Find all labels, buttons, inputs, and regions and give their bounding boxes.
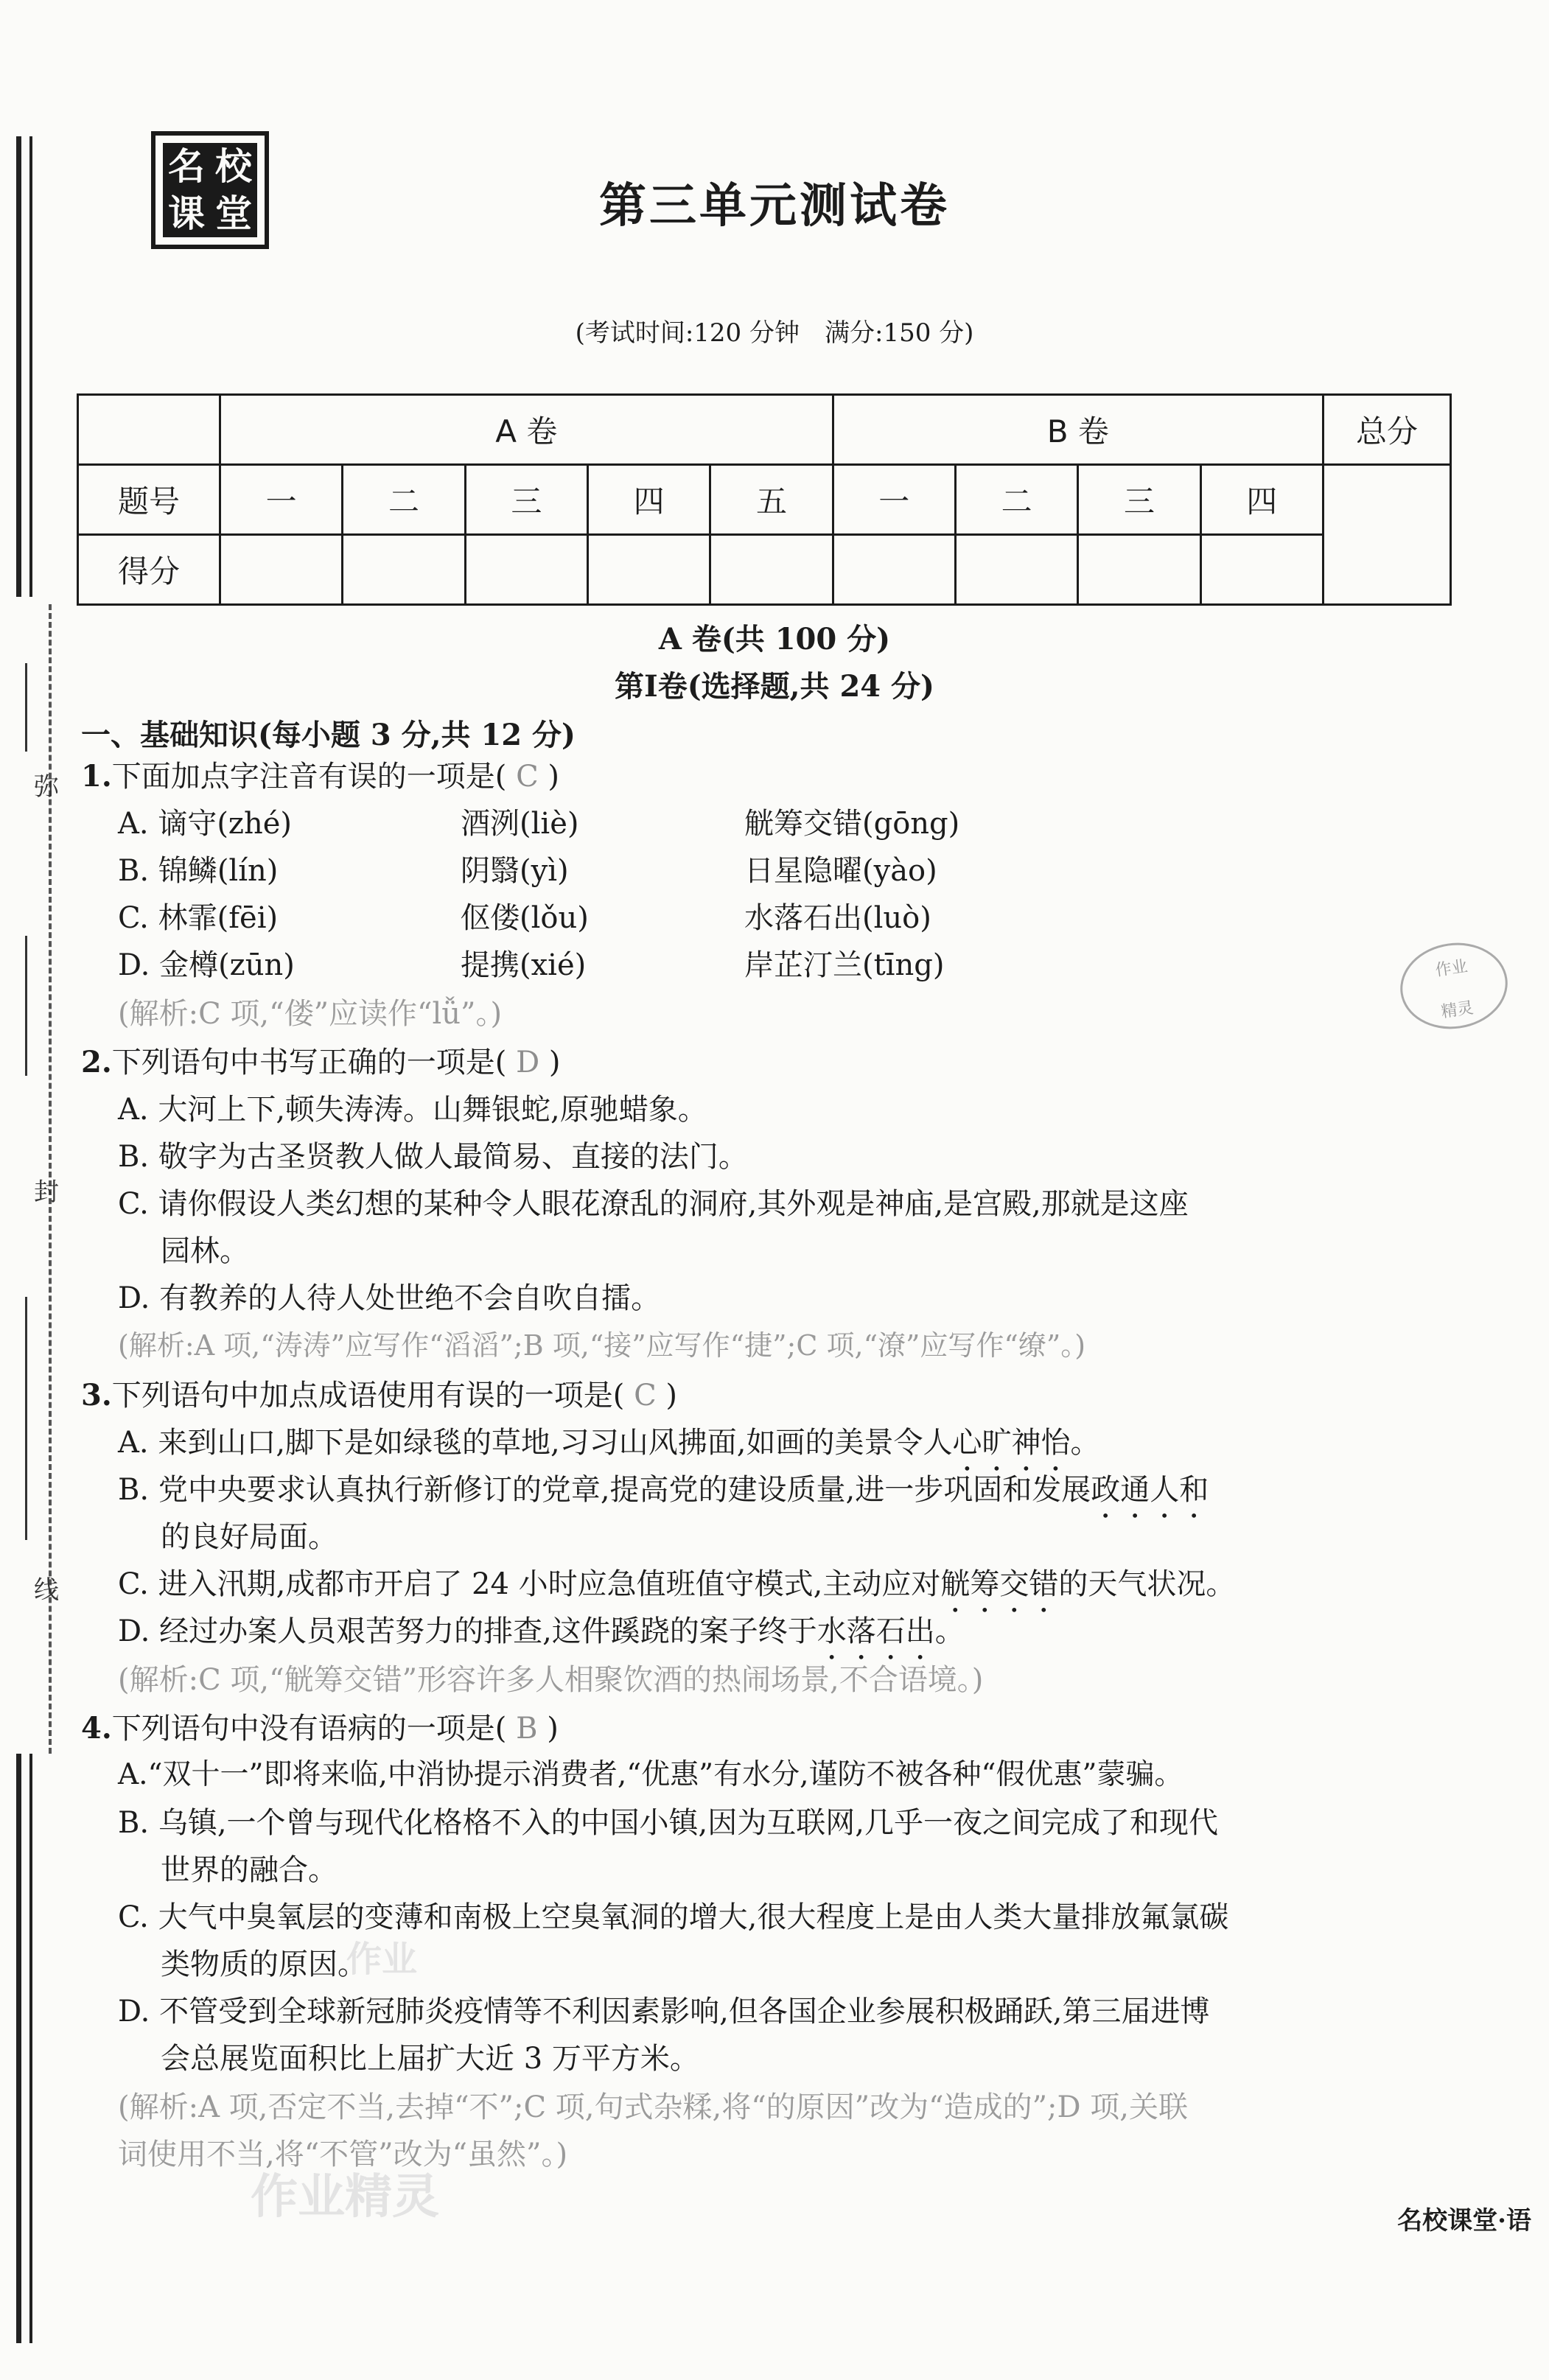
- page-footer: 名校课堂·语: [1397, 2206, 1531, 2236]
- score-cell[interactable]: [220, 535, 343, 605]
- side-char-xian: 线: [34, 1575, 59, 1605]
- question-stem: 下面加点字注音有误的一项是(: [111, 760, 507, 794]
- paren-close: ): [547, 1712, 559, 1746]
- q3-option-a: [118, 1425, 1099, 1477]
- option-text: A. 谪守(zhé): [118, 807, 293, 841]
- q4-option-b-cont: 世界的融合。: [161, 1853, 338, 1887]
- logo-char: 校: [215, 145, 252, 188]
- paren-close: ): [548, 1046, 561, 1079]
- row-label-question: 题号: [78, 465, 220, 535]
- part-a-heading: A 卷(共 100 分): [658, 622, 891, 657]
- option-text: C. 进入汛期,成都市开启了 24 小时应急值班值守模式,主动应对: [118, 1567, 941, 1601]
- dotted-idiom: 心旷神怡: [952, 1426, 1071, 1460]
- score-cell[interactable]: [465, 535, 587, 605]
- score-cell[interactable]: [955, 535, 1077, 605]
- q4-option-a: A.“双十一”即将来临,中消协提示消费者,“优惠”有水分,谨防不被各种“假优惠”蒙骗。: [118, 1758, 1183, 1791]
- volume-heading: 第Ⅰ卷(选择题,共 24 分): [614, 669, 934, 704]
- score-cell[interactable]: [833, 535, 955, 605]
- exam-info: (考试时间:120 分钟 满分:150 分): [575, 318, 974, 348]
- answer: C: [634, 1379, 657, 1413]
- binding-line: [25, 936, 27, 1076]
- dotted-idiom: 水落石出: [817, 1614, 935, 1648]
- watermark: 作业: [346, 1939, 418, 1980]
- col-b-1: 一: [833, 465, 955, 535]
- q1-option-a: [118, 806, 292, 841]
- dotted-idiom: 觥筹交错: [940, 1567, 1059, 1601]
- col-a-1: 一: [220, 465, 343, 535]
- q3-option-c: [118, 1567, 1235, 1619]
- q1-option-b-3: 日星隐曜(yào): [744, 854, 937, 888]
- logo-char: 课: [168, 192, 205, 235]
- header-a: A 卷: [220, 395, 833, 465]
- answer: C: [516, 760, 539, 794]
- q4-option-c-cont: 类物质的原因。: [161, 1947, 367, 1981]
- option-text: D. 经过办案人员艰苦努力的排查,这件蹊跷的案子终于: [118, 1614, 817, 1648]
- col-a-5: 五: [710, 465, 833, 535]
- q4-option-b: B. 乌镇,一个曾与现代化格格不入的中国小镇,因为互联网,几乎一夜之间完成了和现代: [118, 1806, 1218, 1840]
- option-text: 。: [934, 1614, 965, 1648]
- answer: D: [516, 1046, 540, 1079]
- page-title: 第三单元测试卷: [599, 178, 950, 234]
- option-text: B. 党中央要求认真执行新修订的党章,提高党的建设质量,进一步巩固和发展: [118, 1473, 1091, 1507]
- option-text: 的天气状况。: [1058, 1567, 1236, 1601]
- side-char-mi: 弥: [34, 772, 59, 802]
- score-cell[interactable]: [1200, 535, 1323, 605]
- col-b-4: 四: [1200, 465, 1323, 535]
- q3-option-b: [118, 1472, 1209, 1525]
- logo-char: 名: [168, 145, 205, 188]
- dotted-idiom: 政通人和: [1091, 1473, 1209, 1507]
- q1-option-a-2: 酒洌(liè): [461, 807, 579, 841]
- q1-option-c-3: 水落石出(luò): [744, 901, 931, 935]
- binding-bar-bottom: [16, 1754, 21, 2343]
- q1-option-d: D. 金樽(zūn): [118, 948, 295, 982]
- table-corner: [78, 395, 220, 465]
- q1-option-d-3: 岸芷汀兰(tīng): [744, 948, 945, 982]
- col-a-4: 四: [587, 465, 710, 535]
- stamp-line: 作业: [1434, 957, 1469, 981]
- score-cell[interactable]: [1078, 535, 1200, 605]
- stamp-line: 精灵: [1440, 998, 1475, 1022]
- watermark: 作业精灵: [251, 2169, 439, 2225]
- score-table: [77, 393, 1452, 606]
- q2-option-c-cont: 园林。: [161, 1234, 249, 1268]
- col-a-2: 二: [343, 465, 465, 535]
- q3-option-d: [118, 1614, 965, 1666]
- question-2: [81, 1045, 561, 1080]
- q4-option-c: C. 大气中臭氧层的变薄和南极上空臭氧洞的增大,很大程度上是由人类大量排放氟氯碳: [118, 1900, 1229, 1934]
- q4-analysis: (解析:A 项,否定不当,去掉“不”;C 项,句式杂糅,将“的原因”改为“造成的”;D 项,关联: [118, 2090, 1189, 2124]
- score-cell[interactable]: [587, 535, 710, 605]
- question-4: [81, 1711, 559, 1746]
- logo-char: 堂: [215, 192, 252, 235]
- q1-option-b: B. 锦鳞(lín): [118, 854, 279, 888]
- q1-option-c: C. 林霏(fēi): [118, 901, 279, 935]
- col-b-3: 三: [1078, 465, 1200, 535]
- q1-option-a-3: 觥筹交错(gōng): [744, 807, 960, 841]
- side-char-feng: 封: [34, 1177, 59, 1207]
- q4-option-d: D. 不管受到全球新冠肺炎疫情等不利因素影响,但各国企业参展积极踊跃,第三届进博: [118, 1995, 1210, 2029]
- answer: B: [516, 1712, 538, 1746]
- q4-analysis-cont: 词使用不当,将“不管”改为“虽然”。): [118, 2138, 568, 2171]
- q4-option-d-cont: 会总展览面积比上届扩大近 3 万平方米。: [161, 2042, 699, 2076]
- question-stem: 下列语句中没有语病的一项是(: [111, 1712, 507, 1746]
- stamp: [1395, 936, 1514, 1035]
- paren-close: ): [548, 760, 560, 794]
- paren-close: ): [665, 1379, 678, 1413]
- q1-option-c-2: 伛偻(lǒu): [461, 901, 589, 935]
- q2-option-d: D. 有教养的人待人处世绝不会自吹自擂。: [118, 1281, 661, 1315]
- question-stem: 下列语句中书写正确的一项是(: [111, 1046, 507, 1079]
- section-heading: 一、基础知识(每小题 3 分,共 12 分): [81, 718, 576, 752]
- score-cell[interactable]: [343, 535, 465, 605]
- question-number: 1.: [81, 759, 112, 794]
- binding-bar-bottom-inner: [29, 1754, 32, 2343]
- q3-analysis: (解析:C 项,“觥筹交错”形容许多人相聚饮酒的热闹场景,不合语境。): [118, 1663, 984, 1697]
- option-text: 。: [1070, 1426, 1100, 1460]
- question-number: 2.: [81, 1045, 112, 1079]
- q2-option-a: A. 大河上下,顿失涛涛。山舞银蛇,原驰蜡象。: [118, 1093, 707, 1127]
- question-number: 3.: [81, 1378, 112, 1413]
- q1-option-b-2: 阴翳(yì): [461, 854, 569, 888]
- question-1: [81, 759, 559, 794]
- option-text: A. 来到山口,脚下是如绿毯的草地,习习山风拂面,如画的美景令人: [118, 1426, 953, 1460]
- question-stem: 下列语句中加点成语使用有误的一项是(: [111, 1379, 625, 1413]
- q2-analysis: (解析:A 项,“涛涛”应写作“滔滔”;B 项,“接”应写作“捷”;C 项,“潦”应写作“缭”。): [118, 1329, 1086, 1362]
- question-3: [81, 1378, 677, 1413]
- header-b: B 卷: [833, 395, 1323, 465]
- q1-analysis: (解析:C 项,“偻”应读作“lǚ”。): [118, 997, 503, 1031]
- q2-option-c: C. 请你假设人类幻想的某种令人眼花潦乱的洞府,其外观是神庙,是宫殿,那就是这座: [118, 1187, 1189, 1221]
- score-cell[interactable]: [710, 535, 833, 605]
- question-number: 4.: [81, 1711, 112, 1746]
- row-label-score: 得分: [78, 535, 220, 605]
- q3-option-b-cont: 的良好局面。: [161, 1520, 338, 1554]
- col-b-2: 二: [955, 465, 1077, 535]
- header-total: 总分: [1324, 395, 1451, 465]
- binding-line: [25, 1297, 27, 1540]
- col-a-3: 三: [465, 465, 587, 535]
- total-score-cell[interactable]: [1324, 465, 1451, 605]
- q1-option-d-2: 提携(xié): [461, 948, 587, 982]
- q2-option-b: B. 敬字为古圣贤教人做人最简易、直接的法门。: [118, 1140, 748, 1174]
